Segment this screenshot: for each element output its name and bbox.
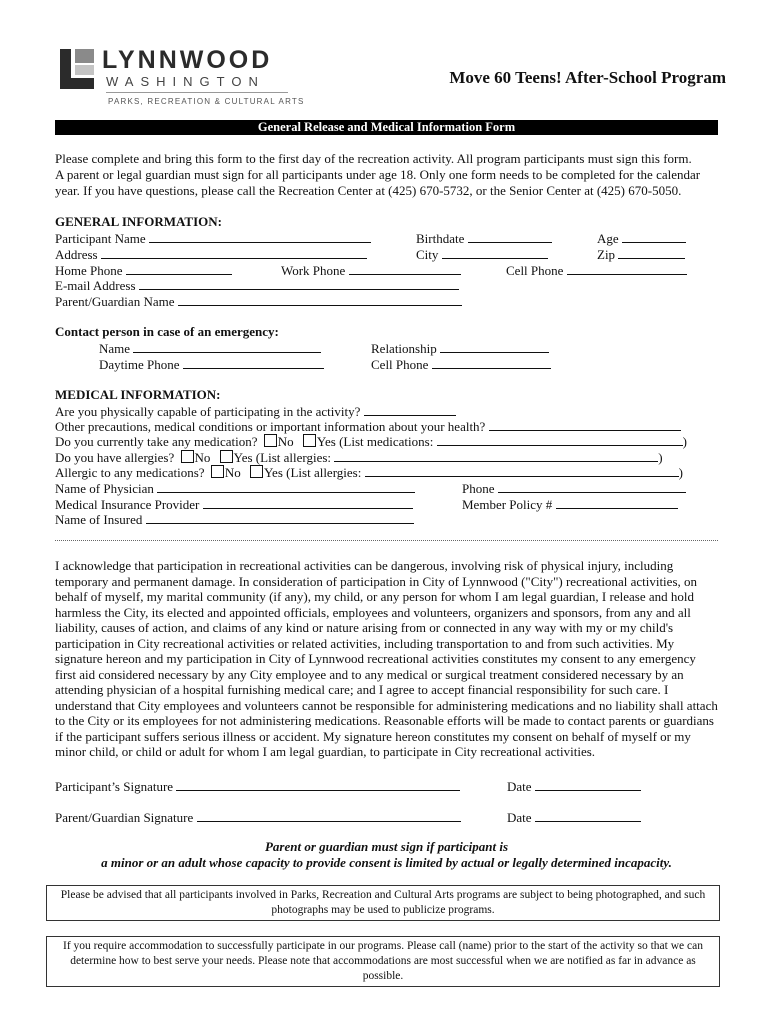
emergency-name-label: Name bbox=[99, 341, 131, 356]
allergies-row bbox=[55, 449, 663, 465]
relationship-label: Relationship bbox=[371, 341, 437, 356]
logo-city-name: LYNNWOOD bbox=[102, 46, 273, 74]
emergency-cell-label: Cell Phone bbox=[371, 357, 429, 372]
zip-label: Zip bbox=[597, 247, 616, 262]
medical-heading: MEDICAL INFORMATION: bbox=[55, 387, 221, 402]
insured-line[interactable] bbox=[146, 511, 414, 524]
logo-state-name: WASHINGTON bbox=[106, 74, 265, 89]
photo-notice-box: Please be advised that all participants involved in Parks, Recreation and Cultural Arts programs are subject to being photographed, and such photographs may be used to publicize programs. bbox=[46, 885, 720, 921]
work-phone-label: Work Phone bbox=[281, 263, 346, 278]
allergies-label: Do you have allergies? bbox=[55, 450, 175, 465]
relationship-field[interactable] bbox=[371, 340, 549, 356]
participant-signature-field[interactable] bbox=[55, 778, 460, 794]
guardian-signature-field[interactable] bbox=[55, 809, 461, 825]
medication-yes-checkbox[interactable] bbox=[303, 434, 316, 447]
medication-no-checkbox[interactable] bbox=[264, 434, 277, 447]
participant-date-field[interactable] bbox=[507, 778, 641, 794]
med-allergies-no-checkbox[interactable] bbox=[211, 465, 224, 478]
medication-no-label: No bbox=[277, 434, 294, 449]
home-phone-field[interactable] bbox=[55, 262, 232, 278]
address-line[interactable] bbox=[101, 246, 367, 259]
participant-name-field[interactable] bbox=[55, 230, 371, 246]
city-field[interactable] bbox=[416, 246, 548, 262]
guardian-signature-line[interactable] bbox=[197, 809, 461, 822]
physician-line[interactable] bbox=[157, 480, 415, 493]
intro-line-2: A parent or legal guardian must sign for all participants under age 18. Only one form needs to be completed for the calendar bbox=[55, 167, 701, 182]
form-title-bar: General Release and Medical Information Form bbox=[55, 120, 718, 135]
emergency-cell-line[interactable] bbox=[432, 356, 551, 369]
guardian-note bbox=[55, 839, 718, 871]
medication-list-line[interactable] bbox=[437, 433, 683, 446]
daytime-phone-line[interactable] bbox=[183, 356, 324, 369]
intro-line-1: Please complete and bring this form to the first day of the recreation activity. All program participants must sign this form. bbox=[55, 151, 692, 166]
capable-label: Are you physically capable of participating in the activity? bbox=[55, 404, 361, 419]
participant-name-line[interactable] bbox=[149, 230, 371, 243]
capable-field[interactable] bbox=[55, 403, 456, 419]
age-field[interactable] bbox=[597, 230, 686, 246]
med-allergies-yes-checkbox[interactable] bbox=[250, 465, 263, 478]
insurance-line[interactable] bbox=[203, 496, 413, 509]
emergency-name-line[interactable] bbox=[133, 340, 321, 353]
precautions-field[interactable] bbox=[55, 418, 681, 434]
lynnwood-logo bbox=[60, 46, 305, 112]
capable-line[interactable] bbox=[364, 403, 456, 416]
med-allergies-no-label: No bbox=[224, 465, 241, 480]
physician-phone-line[interactable] bbox=[498, 480, 686, 493]
logo-department: PARKS, RECREATION & CULTURAL ARTS bbox=[108, 97, 305, 106]
med-allergies-label: Allergic to any medications? bbox=[55, 465, 205, 480]
allergies-yes-checkbox[interactable] bbox=[220, 450, 233, 463]
work-phone-line[interactable] bbox=[349, 262, 461, 275]
email-line[interactable] bbox=[139, 277, 459, 290]
guardian-name-field[interactable] bbox=[55, 293, 462, 309]
section-divider bbox=[55, 540, 718, 541]
precautions-label: Other precautions, medical conditions or important information about your health? bbox=[55, 419, 486, 434]
med-allergies-yes-label: Yes (List allergies: bbox=[263, 465, 362, 480]
general-info-heading: GENERAL INFORMATION: bbox=[55, 214, 222, 229]
participant-name-label: Participant Name bbox=[55, 231, 146, 246]
medication-close-paren: ) bbox=[682, 434, 687, 449]
birthdate-line[interactable] bbox=[468, 230, 552, 243]
participant-date-line[interactable] bbox=[535, 778, 641, 791]
physician-phone-label: Phone bbox=[462, 481, 495, 496]
email-field[interactable] bbox=[55, 277, 459, 293]
relationship-line[interactable] bbox=[440, 340, 549, 353]
allergies-no-label: No bbox=[194, 450, 211, 465]
physician-phone-field[interactable] bbox=[462, 480, 686, 496]
guardian-date-label: Date bbox=[507, 810, 532, 825]
emergency-name-field[interactable] bbox=[99, 340, 321, 356]
cell-phone-field[interactable] bbox=[506, 262, 687, 278]
email-label: E-mail Address bbox=[55, 278, 136, 293]
age-label: Age bbox=[597, 231, 619, 246]
home-phone-line[interactable] bbox=[126, 262, 232, 275]
insurance-field[interactable] bbox=[55, 496, 413, 512]
allergies-no-checkbox[interactable] bbox=[181, 450, 194, 463]
medication-label: Do you currently take any medication? bbox=[55, 434, 258, 449]
med-allergies-close-paren: ) bbox=[678, 465, 683, 480]
cell-phone-label: Cell Phone bbox=[506, 263, 564, 278]
accommodation-notice-box: If you require accommodation to successfully participate in our programs. Please call (name) prior to the start of the activity so that we can determine how to best serve your needs. Please note that accommodations are most successful when we are notified as far in advance as possible. bbox=[46, 936, 720, 987]
daytime-phone-label: Daytime Phone bbox=[99, 357, 180, 372]
city-label: City bbox=[416, 247, 439, 262]
lynnwood-logo-mark-icon bbox=[60, 49, 94, 89]
policy-line[interactable] bbox=[556, 496, 678, 509]
home-phone-label: Home Phone bbox=[55, 263, 123, 278]
zip-line[interactable] bbox=[618, 246, 685, 259]
med-allergies-row bbox=[55, 464, 683, 480]
insurance-label: Medical Insurance Provider bbox=[55, 497, 200, 512]
program-title: Move 60 Teens! After-School Program bbox=[449, 68, 726, 87]
participant-date-label: Date bbox=[507, 779, 532, 794]
work-phone-field[interactable] bbox=[281, 262, 461, 278]
insured-field[interactable] bbox=[55, 511, 414, 527]
allergies-yes-label: Yes (List allergies: bbox=[233, 450, 332, 465]
allergies-list-line[interactable] bbox=[334, 449, 658, 462]
guardian-name-label: Parent/Guardian Name bbox=[55, 294, 175, 309]
medication-yes-label: Yes (List medications: bbox=[316, 434, 434, 449]
guardian-note-line-2: a minor or an adult whose capacity to provide consent is limited by actual or legally determined incapacity. bbox=[101, 855, 672, 870]
daytime-phone-field[interactable] bbox=[99, 356, 324, 372]
med-allergies-list-line[interactable] bbox=[365, 464, 679, 477]
precautions-line[interactable] bbox=[489, 418, 681, 431]
guardian-date-line[interactable] bbox=[535, 809, 641, 822]
guardian-name-line[interactable] bbox=[178, 293, 462, 306]
city-line[interactable] bbox=[442, 246, 548, 259]
guardian-note-line-1: Parent or guardian must sign if participant is bbox=[264, 839, 509, 854]
address-field[interactable] bbox=[55, 246, 367, 262]
logo-divider bbox=[106, 92, 288, 93]
birthdate-label: Birthdate bbox=[416, 231, 465, 246]
physician-field[interactable] bbox=[55, 480, 415, 496]
allergies-close-paren: ) bbox=[658, 450, 663, 465]
policy-field[interactable] bbox=[462, 496, 678, 512]
medication-row bbox=[55, 433, 687, 449]
emergency-cell-field[interactable] bbox=[371, 356, 551, 372]
address-label: Address bbox=[55, 247, 98, 262]
policy-label: Member Policy # bbox=[462, 497, 553, 512]
guardian-signature-label: Parent/Guardian Signature bbox=[55, 810, 194, 825]
guardian-date-field[interactable] bbox=[507, 809, 641, 825]
release-paragraph: I acknowledge that participation in recreational activities can be dangerous, involving risk of physical injury, including temporary and permanent damage. In consideration of participation in City of Lynnwood ("City") recreational activities, on behalf of myself, my marital community (if any), my child, or any person for whom I am legal guardian, I release and hold harmless the City, its elected and appointed officials, employees and volunteers, organizers and sponsors, from any and all liability, causes of action, and claims of any kind or nature arising from or connected in any way with my or my child's participation in City recreational activities or related activities, including transportation to and from such activities. My signature hereon and my participation in City of Lynnwood recreational activities constitutes my consent to any emergency first aid considered necessary by any City employee and to any medical or surgical treatment considered necessary by an attending physician of a hospital furnishing medical care; and I agree to accept financial responsibility for such care. I understand that City employees and volunteers cannot be responsible for administering medications and no liability shall attach to the City or its employees for not administering medications. Reasonable efforts will be made to contact parents or guardians if the participant suffers serious illness or accident. My signature hereon constitutes my consent on behalf of myself or my minor child, or child or adult for whom I am legal guardian, to participate in City recreational activities. bbox=[55, 558, 718, 759]
zip-field[interactable] bbox=[597, 246, 685, 262]
birthdate-field[interactable] bbox=[416, 230, 552, 246]
physician-label: Name of Physician bbox=[55, 481, 154, 496]
insured-label: Name of Insured bbox=[55, 512, 143, 527]
emergency-heading: Contact person in case of an emergency: bbox=[55, 324, 279, 339]
participant-signature-label: Participant’s Signature bbox=[55, 779, 174, 794]
cell-phone-line[interactable] bbox=[567, 262, 687, 275]
age-line[interactable] bbox=[622, 230, 686, 243]
intro-line-3: year. If you have questions, please call the Recreation Center at (425) 670-5732, or the Senior Center at (425) 670-5050. bbox=[55, 183, 682, 198]
participant-signature-line[interactable] bbox=[176, 778, 460, 791]
